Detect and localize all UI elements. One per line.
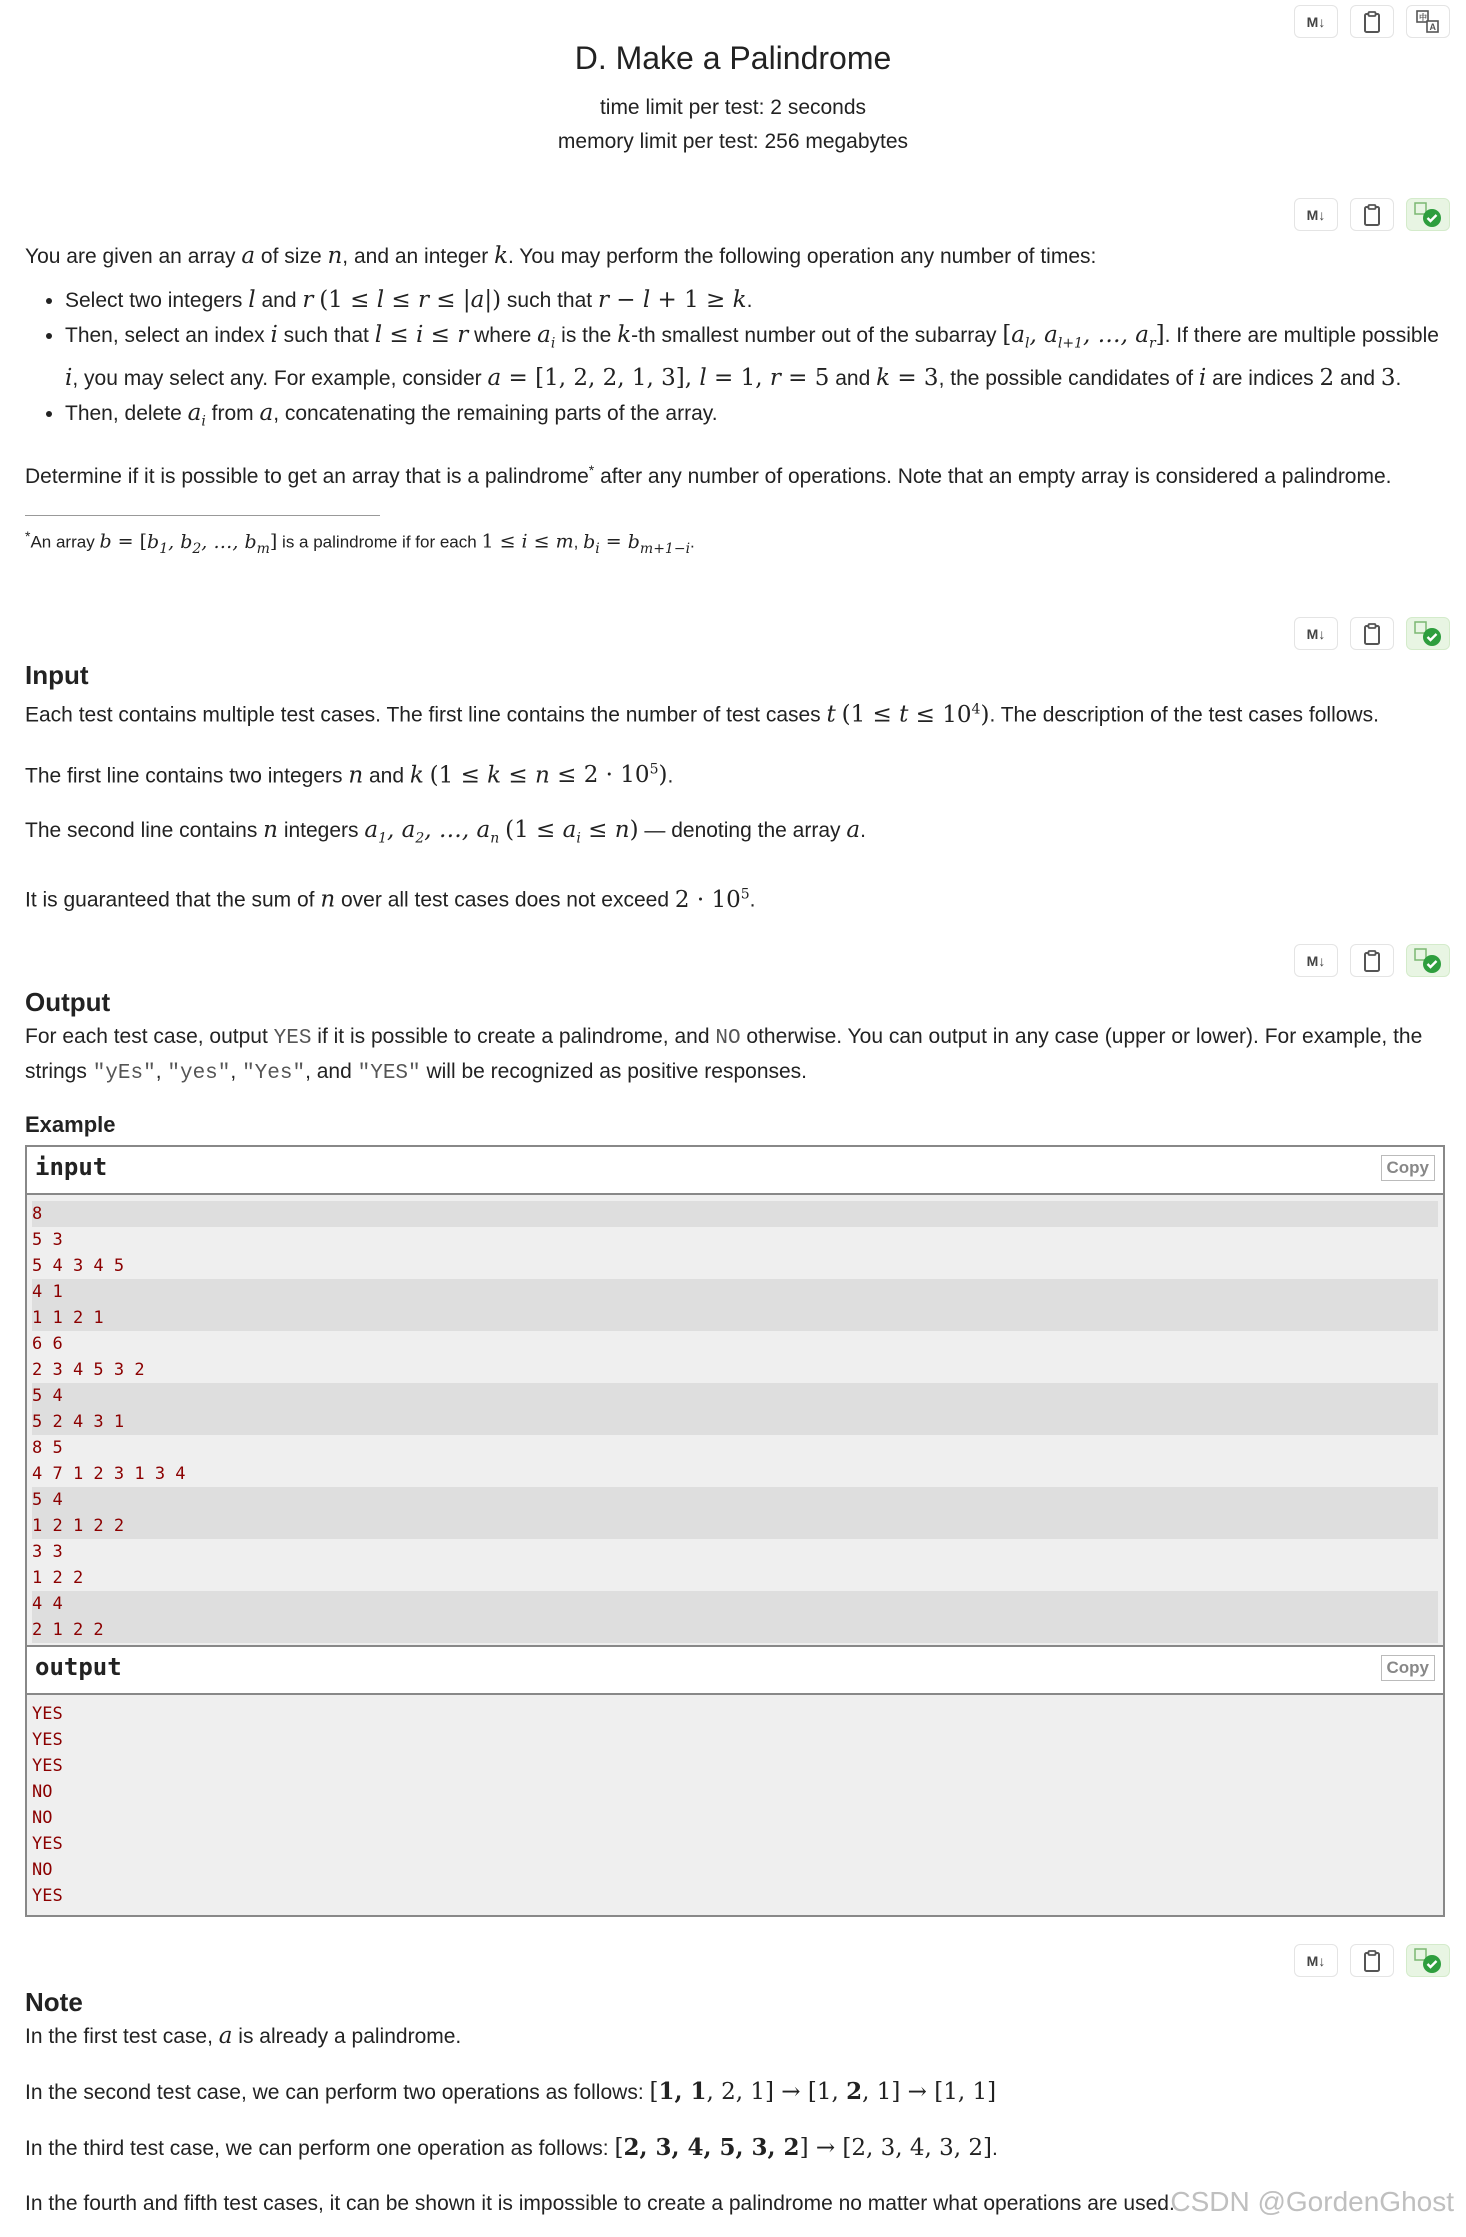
sample-input-line: 8 5 [32, 1438, 63, 1458]
clipboard-icon [1363, 1950, 1381, 1972]
problem-header [0, 40, 1466, 159]
clipboard-icon [1363, 950, 1381, 972]
sample-input-line: 6 6 [32, 1334, 63, 1354]
translated-button[interactable] [1406, 944, 1450, 977]
markdown-button[interactable] [1294, 944, 1338, 977]
translated-check-icon [1413, 947, 1443, 975]
list-item: • Select two integers l and r (1 ≤ l ≤ r ≤ |a|) such that r − l + 1 ≥ k. [65, 283, 1445, 318]
input-p4: It is guaranteed that the sum of n over all test cases does not exceed $2 \cdot 10^5$. [25, 885, 756, 913]
copy-input-button[interactable]: Copy [1381, 1155, 1436, 1181]
output-title: Output [25, 987, 111, 1017]
operations-list [25, 283, 1445, 438]
translate-icon [1416, 10, 1440, 34]
statement-toolbar [1294, 198, 1450, 231]
statement-determine: Determine if it is possible to get an array that is a palindrome* after any number of operations. Note that an empty array is considered a palindrome. [25, 462, 1392, 489]
clipboard-icon [1363, 204, 1381, 226]
translated-button[interactable] [1406, 198, 1450, 231]
translate-button[interactable] [1406, 5, 1450, 38]
sample-output-box [25, 1645, 1445, 1917]
sample-input-line: 1 2 2 [32, 1568, 84, 1588]
translated-button[interactable] [1406, 1944, 1450, 1977]
list-item: • Then, delete $a_i$ from a, concatenating the remaining parts of the array. [65, 396, 1445, 439]
sample-input-line: 1 1 2 1 [32, 1305, 1438, 1331]
sample-output-header [27, 1647, 1443, 1695]
copy-output-button[interactable]: Copy [1381, 1655, 1436, 1681]
input-p3: The second line contains n integers $a_1$, $a_2$, …, $a_n$ $(1 \le a_i \le n)$ — denoting the array a. [25, 817, 866, 847]
problem-title: D. Make a Palindrome [574, 40, 892, 76]
note-p1: In the first test case, a is already a palindrome. [25, 2023, 462, 2049]
header-toolbar [1294, 5, 1450, 38]
output-p1: For each test case, output YES if it is possible to create a palindrome, and NO otherwise. You can output in any case (upper or lower). For example, the strings "yEs", "yes", "Yes", and "YES" will be recognized as positive responses. [25, 1025, 1423, 1085]
translated-check-icon [1413, 620, 1443, 648]
problem-statement [25, 240, 1445, 566]
clipboard-icon [1363, 623, 1381, 645]
clipboard-icon [1363, 11, 1381, 33]
memory-limit: memory limit per test: 256 megabytes [557, 130, 909, 153]
sample-input-line: 4 1 [32, 1279, 1438, 1305]
sample-output-line: NO [32, 1782, 53, 1802]
statement-intro: You are given an array a of size n, and an integer k. You may perform the following operation any number of times: [25, 243, 1097, 269]
sample-input-line: 5 4 [32, 1383, 1438, 1409]
sample-output-line: YES [32, 1834, 63, 1854]
output-toolbar [1294, 944, 1450, 977]
markdown-icon: M↓ [1306, 625, 1326, 642]
copy-clipboard-button[interactable] [1350, 1944, 1394, 1977]
input-title: Input [25, 660, 89, 690]
copy-clipboard-button[interactable] [1350, 944, 1394, 977]
markdown-icon: M↓ [1306, 952, 1326, 969]
markdown-icon: M↓ [1306, 13, 1326, 30]
markdown-icon: M↓ [1306, 206, 1326, 223]
note-toolbar [1294, 1944, 1450, 1977]
footnote-divider [25, 515, 380, 516]
input-p2: The first line contains two integers n and k $(1 \le k \le n \le 2 \cdot 10^5)$. [25, 761, 674, 789]
output-specification [25, 984, 1445, 1141]
sample-input-box [25, 1145, 1445, 1651]
sample-input-line: 5 3 [32, 1230, 63, 1250]
sample-output-label: output [35, 1653, 122, 1681]
copy-clipboard-button[interactable] [1350, 617, 1394, 650]
svg-text:A: A [1429, 21, 1436, 32]
sample-input-label: input [35, 1153, 108, 1181]
note-p3: In the third test case, we can perform one operation as follows: [2, 3, 4, 5, 3, 2] → [2, 3, 4, 3, 2]. [25, 2134, 998, 2161]
sample-output-line: YES [32, 1704, 63, 1724]
translated-button[interactable] [1406, 617, 1450, 650]
sample-output-line: NO [32, 1860, 53, 1880]
note-title: Note [25, 1987, 83, 2017]
sample-input-line: 2 3 4 5 3 2 [32, 1360, 145, 1380]
list-item: • Then, select an index i such that l ≤ i ≤ r where $a_i$ is the k-th smallest number out of the subarray [$a_l$, $a_{l+1}$, …, $a_r$]. If there are multiple possible i, you may select any. For example, consider a = [1, 2, 2, 1, 3], l = 1, r = 5 and k = 3, the possible candidates of i are indices 2 and 3. [65, 318, 1445, 396]
input-p1: Each test contains multiple test cases. The first line contains the number of test cases t $(1 \le t \le 10^4)$. The description of the test cases follows. [25, 701, 1379, 728]
watermark: CSDN @GordenGhost [1170, 2186, 1454, 2217]
sample-input-header [27, 1147, 1443, 1195]
translated-check-icon [1413, 1947, 1443, 1975]
copy-clipboard-button[interactable] [1350, 198, 1394, 231]
note-section [25, 1984, 1445, 2220]
svg-text:中: 中 [1419, 12, 1427, 22]
sample-output-line: NO [32, 1808, 53, 1828]
sample-input-line: 4 7 1 2 3 1 3 4 [32, 1464, 186, 1484]
sample-input-line: 4 4 [32, 1591, 1438, 1617]
markdown-button[interactable] [1294, 1944, 1338, 1977]
translated-check-icon [1413, 201, 1443, 229]
sample-output-line: YES [32, 1730, 63, 1750]
markdown-button[interactable] [1294, 617, 1338, 650]
time-limit: time limit per test: 2 seconds [599, 96, 867, 119]
sample-output-content[interactable] [27, 1695, 1443, 1915]
sample-output-line: YES [32, 1756, 63, 1776]
footnote: *An array $b = [b_1$, $b_2$, …, $b_m$] is a palindrome if for each 1 ≤ i ≤ m, $b_i = b_{m+1-i}$. [25, 528, 695, 557]
input-toolbar [1294, 617, 1450, 650]
note-p4: In the fourth and fifth test cases, it can be shown it is impossible to create a palindrome no matter what operations are used. [25, 2192, 1175, 2215]
sample-input-content[interactable] [27, 1195, 1443, 1649]
sample-input-line: 5 4 3 4 5 [32, 1256, 125, 1276]
sample-input-line: 1 2 1 2 2 [32, 1513, 1438, 1539]
sample-input-line: 2 1 2 2 [32, 1617, 1438, 1643]
copy-clipboard-button[interactable] [1350, 5, 1394, 38]
sample-input-line: 5 2 4 3 1 [32, 1409, 1438, 1435]
sample-input-line: 5 4 [32, 1487, 1438, 1513]
note-p2: In the second test case, we can perform two operations as follows: [1, 1, 2, 1] → [1, 2, 1] → [1, 1] [25, 2078, 997, 2105]
markdown-icon: M↓ [1306, 1952, 1326, 1969]
sample-output-line: YES [32, 1886, 63, 1906]
sample-input-line: 8 [32, 1201, 1438, 1227]
markdown-button[interactable] [1294, 5, 1338, 38]
example-title: Example [25, 1112, 116, 1137]
input-specification [25, 657, 1445, 917]
sample-input-line: 3 3 [32, 1542, 63, 1562]
markdown-button[interactable] [1294, 198, 1338, 231]
